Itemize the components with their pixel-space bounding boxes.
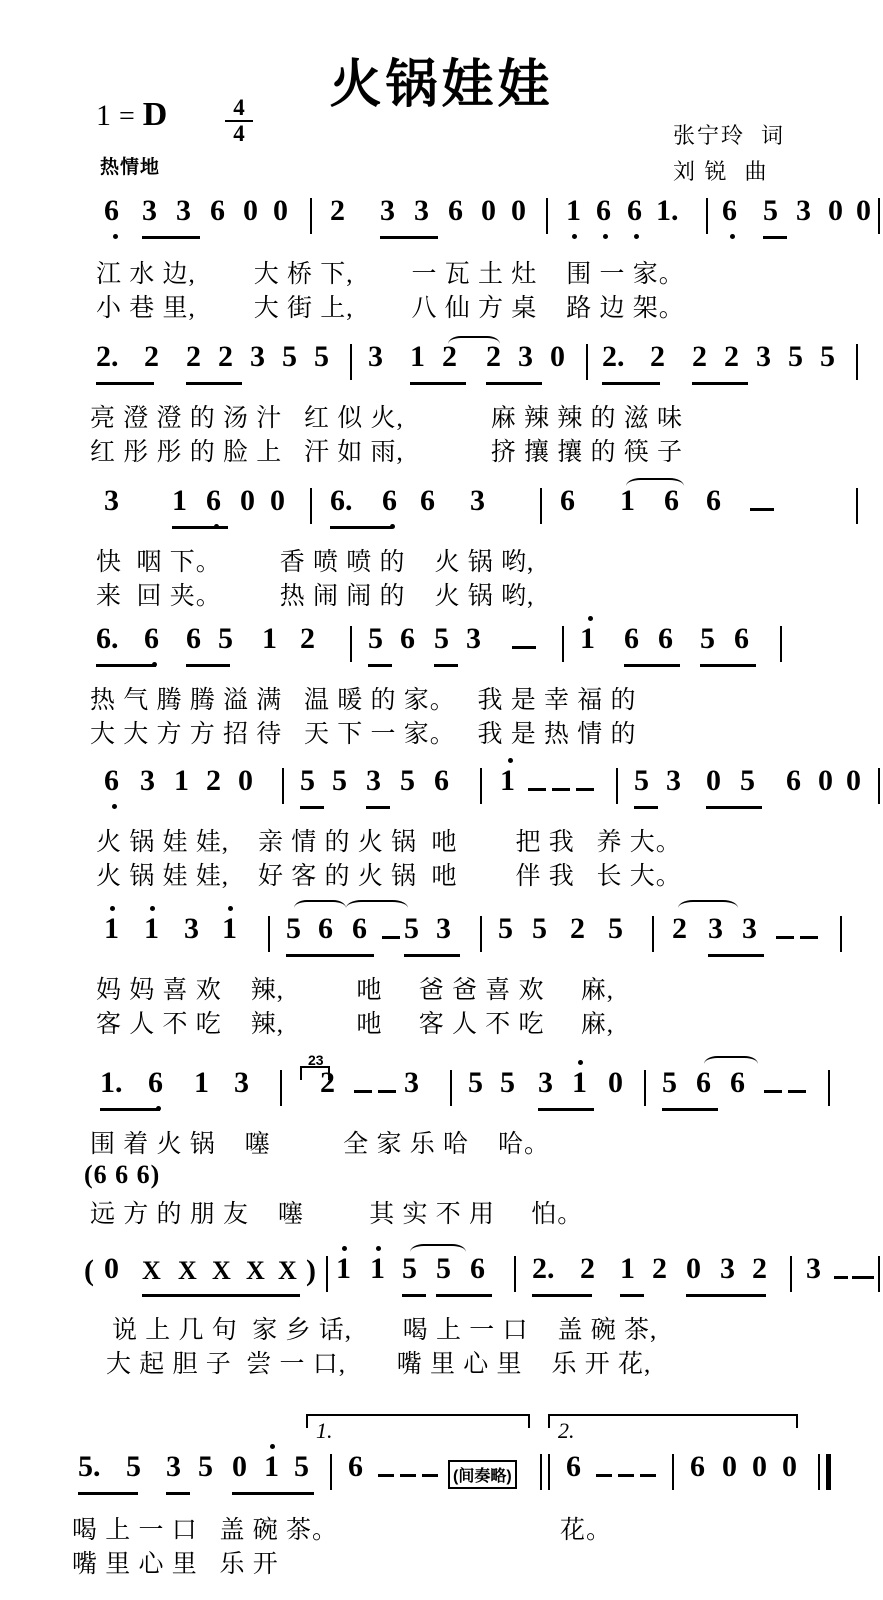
lyrics-line-2: 客 人 不 吃 辣, 吔 客 人 不 吃 麻, xyxy=(96,1011,615,1038)
lyrics-line-2: 红 彤 彤 的 脸 上 汗 如 雨, 挤 攘 攘 的 筷 子 xyxy=(90,439,684,466)
lyrics-line-1: 江 水 边, 大 桥 下, 一 瓦 土 灶 围 一 家。 xyxy=(96,261,685,288)
notation-row: 6. 6 6 5 1 2 5 6 5 3 1 6 6 5 6 xyxy=(0,624,883,676)
lyrics-line-1: 喝 上 一 口 盖 碗 茶。 xyxy=(72,1517,339,1544)
lyrics-line-1: 火 锅 娃 娃, 亲 情 的 火 锅 吔 把 我 养 大。 xyxy=(96,829,682,856)
lyrics-line-2: 来 回 夹。 热 闹 闹 的 火 锅 哟, xyxy=(96,583,535,610)
alt-notation: (6 6 6) xyxy=(84,1160,161,1189)
music-system-4 xyxy=(0,622,883,748)
lyrics-line-1: 热 气 腾 腾 溢 满 温 暖 的 家。 我 是 幸 福 的 xyxy=(90,687,637,714)
notation-row: 6 3 1 2 0 5 5 3 5 6 1 5 3 0 5 6 0 0 xyxy=(0,766,883,818)
lyrics-line-1: 亮 澄 澄 的 汤 汁 红 似 火, 麻 辣 辣 的 滋 味 xyxy=(90,405,684,432)
lyrics-line-2: 大 大 方 方 招 待 天 下 一 家。 我 是 热 情 的 xyxy=(90,721,637,748)
time-signature-numerator: 4 xyxy=(225,96,253,122)
music-system-8 xyxy=(0,1252,883,1378)
notation-row: 2. 2 2 2 3 5 5 3 1 2 2 3 0 2. 2 2 2 3 5 5 xyxy=(0,342,883,394)
credit-composer: 刘 锐 曲 xyxy=(672,159,767,185)
volta-label-1: 1. xyxy=(316,1418,333,1443)
tempo-marking: 热情地 xyxy=(100,157,161,178)
credits xyxy=(673,118,783,191)
lyrics-line-1-alt: 花。 xyxy=(560,1517,613,1544)
time-signature-denominator: 4 xyxy=(233,121,245,147)
credit-lyricist: 张宁玲 词 xyxy=(672,123,783,148)
music-system-3 xyxy=(0,484,883,610)
notation-row: 1 1 3 1 5 6 6 5 3 5 5 2 5 2 3 3 xyxy=(0,914,883,966)
volta-bracket-1 xyxy=(306,1414,530,1428)
notation-row: 5. 5 3 5 0 1 5 6 (间奏略) 6 6 0 0 0 xyxy=(0,1452,883,1504)
lyrics-line-2: 远 方 的 朋 友 噻 其 实 不 用 怕。 xyxy=(90,1201,584,1228)
music-system-2 xyxy=(0,340,883,466)
notation-row: 6 3 3 6 0 0 2 3 3 6 0 0 1 6 6 1. 6 5 3 0 0 xyxy=(0,196,883,248)
volta-label-2: 2. xyxy=(558,1418,575,1443)
lyrics-line-1: 说 上 几 句 家 乡 话, 喝 上 一 口 盖 碗 茶, xyxy=(112,1317,658,1344)
lyrics-line-2: 大 起 胆 子 尝 一 口, 嘴 里 心 里 乐 开 花, xyxy=(106,1351,652,1378)
key-equals: = xyxy=(119,101,135,132)
lyrics-line-1: 妈 妈 喜 欢 辣, 吔 爸 爸 喜 欢 麻, xyxy=(96,977,615,1004)
volta-bracket-2 xyxy=(548,1414,798,1428)
music-system-7 xyxy=(0,1052,883,1228)
lyrics-line-2: 嘴 里 心 里 乐 开 xyxy=(72,1551,279,1578)
key-tonic: D xyxy=(142,96,168,133)
music-system-1 xyxy=(0,194,883,322)
music-system-5 xyxy=(0,764,883,890)
lyrics-line-2: 小 巷 里, 大 街 上, 八 仙 方 桌 路 边 架。 xyxy=(96,295,685,322)
lyrics-line-1: 围 着 火 锅 噻 全 家 乐 哈 哈。 xyxy=(90,1131,551,1158)
interlude-note: (间奏略) xyxy=(448,1460,517,1489)
music-system-6 xyxy=(0,912,883,1038)
page-title: 火锅娃娃 xyxy=(329,56,554,114)
triplet-number: 23 xyxy=(308,1052,324,1068)
key-signature xyxy=(96,96,167,134)
notation-row: ( 0 X X X X X ) 1 1 5 5 6 2. 2 1 2 0 3 2 3 xyxy=(0,1254,883,1306)
time-signature xyxy=(225,96,253,146)
music-system-9 xyxy=(0,1408,883,1578)
notation-row: 3 1 6 0 0 6. 6 6 3 6 1 6 6 xyxy=(0,486,883,538)
lyrics-line-1: 快 咽 下。 香 喷 喷 的 火 锅 哟, xyxy=(96,549,535,576)
notation-row: 1. 6 1 3 23 2 3 5 5 3 1 0 5 6 6 xyxy=(0,1068,883,1120)
lyrics-line-2: 火 锅 娃 娃, 好 客 的 火 锅 吔 伴 我 长 大。 xyxy=(96,863,682,890)
key-pitch: 1 xyxy=(96,99,111,132)
